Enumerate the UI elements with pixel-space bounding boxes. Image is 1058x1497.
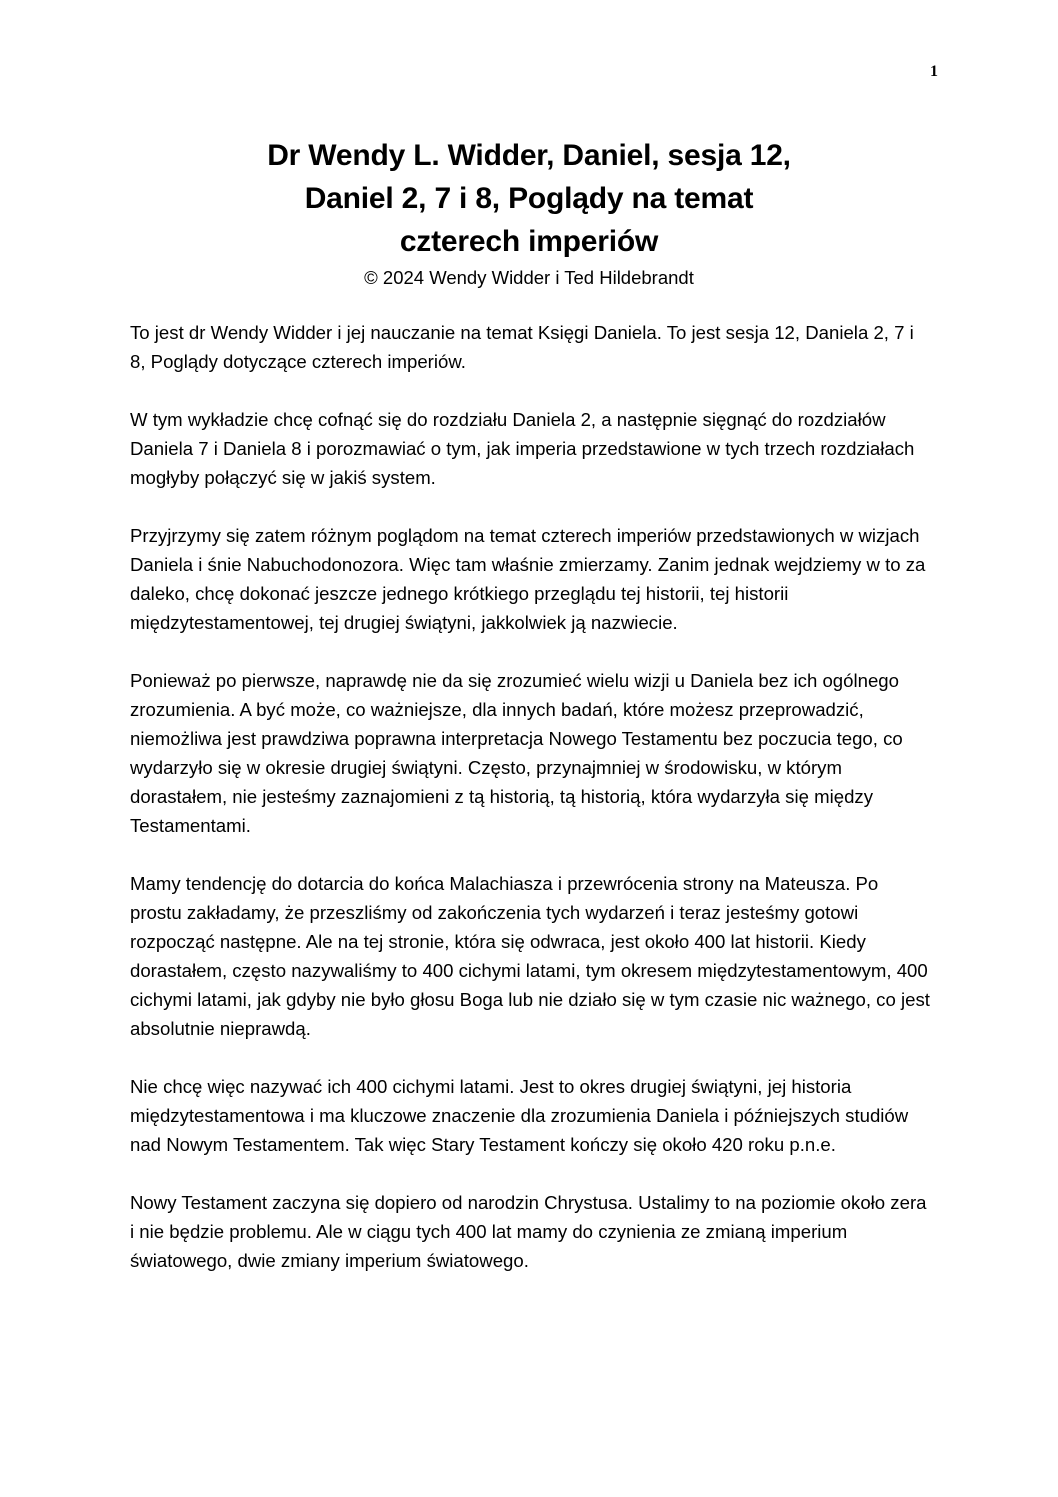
paragraph-1: To jest dr Wendy Widder i jej nauczanie na temat Księgi Daniela. To jest sesja 12, Daniela 2, 7 i 8, Poglądy dotyczące czterech imperiów. [130, 322, 914, 372]
title-block [130, 134, 928, 291]
paragraph-7: Nowy Testament zaczyna się dopiero od narodzin Chrystusa. Ustalimy to na poziomie około zera i nie będzie problemu. Ale w ciągu tych 400 lat mamy do czynienia ze zmianą imperium światowego, dwie zmiany imperium światowego. [130, 1192, 927, 1271]
paragraph-5: Mamy tendencję do dotarcia do końca Malachiasza i przewrócenia strony na Mateusza. Po prostu zakładamy, że przeszliśmy od zakończenia tych wydarzeń i teraz jesteśmy gotowi rozpocząć następne. Ale na tej stronie, która się odwraca, jest około 400 lat historii. Kiedy dorastałem, często nazywaliśmy to 400 cichymi latami, tym okresem międzytestamentowym, 400 cichymi latami, jak gdyby nie było głosu Boga lub nie działo się w tym czasie nic ważnego, co jest absolutnie nieprawdą. [130, 873, 930, 1039]
title-line-1: Dr Wendy L. Widder, Daniel, sesja 12, [267, 139, 791, 172]
paragraph-2: W tym wykładzie chcę cofnąć się do rozdziału Daniela 2, a następnie sięgnąć do rozdziałów Daniela 7 i Daniela 8 i porozmawiać o tym, jak imperia przedstawione w tych trzech rozdziałach mogłyby połączyć się w jakiś system. [130, 409, 915, 488]
paragraph-3: Przyjrzymy się zatem różnym poglądom na temat czterech imperiów przedstawionych w wizjach Daniela i śnie Nabuchodonozora. Więc tam właśnie zmierzamy. Zanim jednak wejdziemy w to za daleko, chcę dokonać jeszcze jednego krótkiego przeglądu tej historii, tej historii międzytestamentowej, tej drugiej świątyni, jakkolwiek ją nazwiecie. [130, 525, 926, 633]
copyright-line: © 2024 Wendy Widder i Ted Hildebrandt [364, 267, 694, 288]
page-number: 1 [930, 63, 938, 80]
paragraph-6: Nie chcę więc nazywać ich 400 cichymi latami. Jest to okres drugiej świątyni, jej historia międzytestamentowa i ma kluczowe znaczenie dla zrozumienia Daniela i późniejszych studiów nad Nowym Testamentem. Tak więc Stary Testament kończy się około 420 roku p.n.e. [130, 1076, 909, 1155]
title-line-2: Daniel 2, 7 i 8, Poglądy na temat [304, 182, 754, 215]
paragraph-4: Ponieważ po pierwsze, naprawdę nie da się zrozumieć wielu wizji u Daniela bez ich ogólnego zrozumienia. A być może, co ważniejsze, dla innych badań, które możesz przeprowadzić, niemożliwa jest prawdziwa poprawna interpretacja Nowego Testamentu bez poczucia tego, co wydarzyło się w okresie drugiej świątyni. Często, przynajmniej w środowisku, w którym dorastałem, nie jesteśmy zaznajomieni z tą historią, tą historią, która wydarzyła się między Testamentami. [130, 670, 903, 836]
title-line-3: czterech imperiów [399, 225, 659, 258]
body-text [130, 318, 930, 1304]
